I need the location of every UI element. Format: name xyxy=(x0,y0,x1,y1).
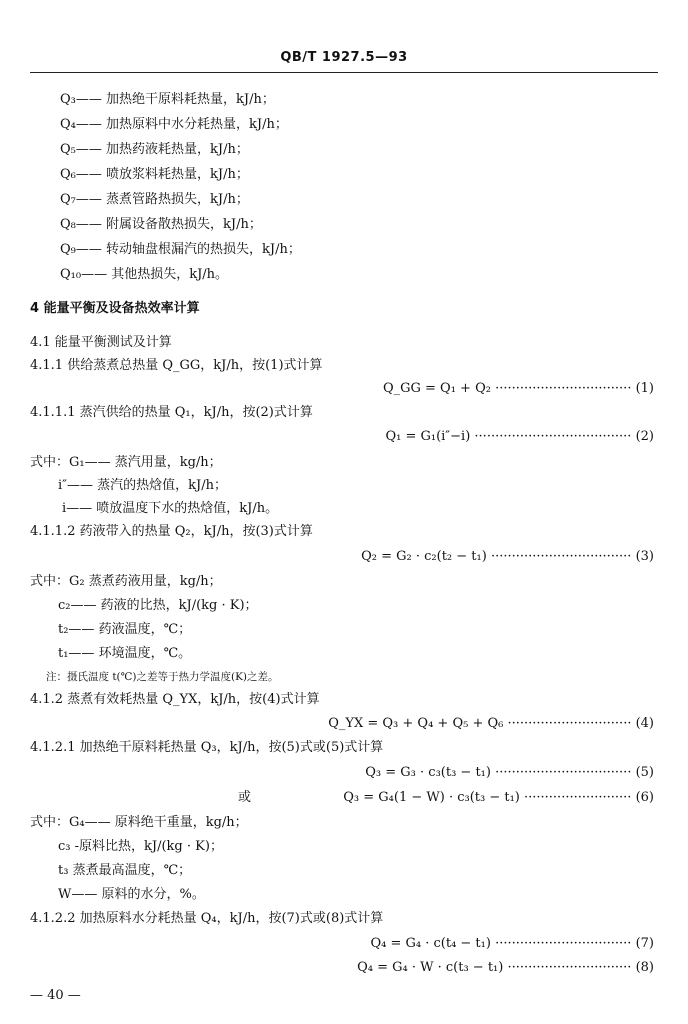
def-c3: c₃ -原料比热，kJ/(kg · K)； xyxy=(58,839,223,854)
def-q8: Q₈—— 附属设备散热损失，kJ/h； xyxy=(60,217,262,232)
def-q9: Q₉—— 转动轴盘根漏汽的热损失，kJ/h； xyxy=(60,242,301,257)
equation-5: Q₃ = G₃ · c₃(t₃ − t₁) ································· (5) xyxy=(365,765,654,780)
equation-4: Q_YX = Q₃ + Q₄ + Q₅ + Q₆ ······························ (4) xyxy=(328,716,654,731)
def-t3: t₃ 蒸煮最高温度，℃； xyxy=(58,863,192,878)
equation-8: Q₄ = G₄ · W · c(t₃ − t₁) ······························ (8) xyxy=(357,960,654,975)
equation-7: Q₄ = G₄ · c(t₄ − t₁) ································· (7) xyxy=(370,936,654,951)
section-4-1-2-1-heading: 4.1.2.1 加热绝干原料耗热量 Q₃，kJ/h，按(5)式或(5)式计算 xyxy=(30,740,384,755)
def-q10: Q₁₀—— 其他热损失，kJ/h。 xyxy=(60,267,229,282)
def-q5: Q₅—— 加热药液耗热量，kJ/h； xyxy=(60,142,249,157)
def-c2: c₂—— 药液的比热，kJ/(kg · K)； xyxy=(58,598,258,613)
or-label: 或 xyxy=(238,790,252,805)
page-number: — 40 — xyxy=(30,988,81,1003)
equation-3: Q₂ = G₂ · c₂(t₂ − t₁) ·································· (3) xyxy=(361,549,654,564)
equation-2: Q₁ = G₁(i″−i) ······································ (2) xyxy=(385,429,654,444)
section-4-1-1-2-heading: 4.1.1.2 药液带入的热量 Q₂，kJ/h，按(3)式计算 xyxy=(30,524,313,539)
def-q4: Q₄—— 加热原料中水分耗热量，kJ/h； xyxy=(60,117,288,132)
section-4-1-1-heading: 4.1.1 供给蒸煮总热量 Q_GG，kJ/h，按(1)式计算 xyxy=(30,358,323,373)
header-rule xyxy=(30,72,658,73)
def-q3: Q₃—— 加热绝干原料耗热量，kJ/h； xyxy=(60,92,275,107)
def-g1: 式中：G₁—— 蒸汽用量，kg/h； xyxy=(30,455,222,470)
equation-1: Q_GG = Q₁ + Q₂ ································· (1) xyxy=(382,381,654,396)
note-temperature: 注：摄氏温度 t(℃)之差等于热力学温度(K)之差。 xyxy=(46,671,279,683)
section-4-heading: 4 能量平衡及设备热效率计算 xyxy=(30,301,200,316)
def-t1: t₁—— 环境温度，℃。 xyxy=(58,646,192,661)
def-q7: Q₇—— 蒸煮管路热损失，kJ/h； xyxy=(60,192,249,207)
section-4-1-2-2-heading: 4.1.2.2 加热原料水分耗热量 Q₄，kJ/h，按(7)式或(8)式计算 xyxy=(30,911,384,926)
def-g2: 式中：G₂ 蒸煮药液用量，kg/h； xyxy=(30,574,222,589)
def-w: W—— 原料的水分，%。 xyxy=(58,887,205,902)
def-t2: t₂—— 药液温度，℃； xyxy=(58,622,192,637)
equation-6: Q₃ = G₄(1 − W) · c₃(t₃ − t₁) ·························· (6) xyxy=(343,790,654,805)
def-g4: 式中：G₄—— 原料绝干重量，kg/h； xyxy=(30,815,248,830)
section-4-1-heading: 4.1 能量平衡测试及计算 xyxy=(30,335,172,350)
def-i-double-prime: i″—— 蒸汽的热焓值，kJ/h； xyxy=(58,478,227,493)
def-q6: Q₆—— 喷放浆料耗热量，kJ/h； xyxy=(60,167,249,182)
def-i: i—— 喷放温度下水的热焓值，kJ/h。 xyxy=(62,501,279,516)
page-header: QB/T 1927.5—93 xyxy=(280,50,408,65)
section-4-1-1-1-heading: 4.1.1.1 蒸汽供给的热量 Q₁，kJ/h，按(2)式计算 xyxy=(30,405,313,420)
section-4-1-2-heading: 4.1.2 蒸煮有效耗热量 Q_YX，kJ/h，按(4)式计算 xyxy=(30,692,320,707)
